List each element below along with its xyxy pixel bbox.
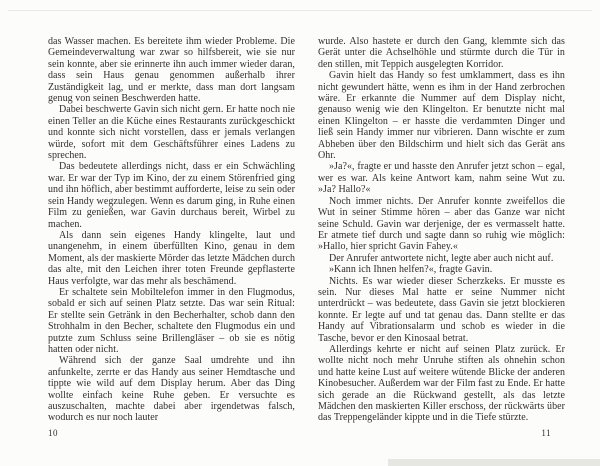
page-number-left: 10: [48, 428, 58, 438]
paragraph: Nichts. Es war wieder dieser Scherzkeks. Er musste es sein. Nur dieses Mal hatte er seine Nummer nicht unterdrückt – was bedeutete, dass Gavin sie jetzt blockieren konnte. Er legte auf und tat genau das. Dann stellte er das Handy auf Vibrationsalarm und schob es wieder in die Tasche, bevor er den Kinosaal betrat.: [318, 275, 565, 344]
paragraph: »Kann ich Ihnen helfen?«, fragte Gavin.: [329, 264, 493, 276]
scan-page-bottom-edge: [388, 459, 600, 466]
paragraph: das Wasser machen. Es bereitete ihm wieder Probleme. Die Gemeindeverwaltung war zwar so hilfsbereit, wie sie nur sein konnte, aber sie erinnerte ihn auch immer wieder daran, dass sein Haus genau genommen außerhalb ihrer Zuständigkeit lag, und er merkte, dass man dort langsam genug von seinen Beschwerden hatte.: [48, 36, 295, 105]
paragraph: wurde. Also hastete er durch den Gang, klemmte sich das Gerät unter die Achselhöhle und stürmte durch die Tür in den stillen, mit Teppich ausgelegten Korridor.: [318, 36, 565, 70]
page-number-right: 11: [541, 428, 551, 438]
paragraph: Dabei beschwerte Gavin sich nicht gern. Er hatte noch nie einen Teller an die Küche eines Restaurants zurückgeschickt und konnte sich nicht vorstellen, dass er jemals verlangen würde, sofort mit dem Geschäftsführer eines Ladens zu sprechen.: [48, 104, 295, 162]
paragraph: Allerdings kehrte er nicht auf seinen Platz zurück. Er wollte nicht noch mehr Unruhe stiften als ohnehin schon und hatte keine Lust auf weitere wütende Blicke der anderen Kinobesucher. Außerdem war der Film fast zu Ende. Er hatte sich gerade an die Rückwand gestellt, als das letzte Mädchen den maskierten Killer erschoss, der rückwärts über das Treppengeländer kippte und in die Tiefe stürzte.: [318, 343, 565, 424]
paragraph: Als dann sein eigenes Handy klingelte, laut und unangenehm, in einem überfüllten Kino, genau in dem Moment, als der maskierte Mörder das letzte Mädchen durch das alte, mit den Leichen ihrer toten Freunde gepflasterte Haus verfolgte, war das mehr als beschämend.: [48, 229, 295, 287]
paragraph: Er schaltete sein Mobiltelefon immer in den Flugmodus, sobald er sich auf seinen Platz setzte. Das war sein Ritual: Er stellte sein Getränk in den Becherhalter, schob dann den Strohhalm in den Becher, schaltete den Flugmodus ein und putzte zum Schluss seine Brillengläser – ob sie es nötig hatten oder nicht.: [48, 286, 295, 355]
left-page: [48, 36, 295, 436]
paragraph: Gavin hielt das Handy so fest umklammert, dass es ihn nicht gewundert hätte, wenn es ihm in der Hand zerbrochen wäre. Er erkannte die Nummer auf dem Display nicht, genauso wenig wie den Klingelton. Er benutzte nicht mal einen Klingelton – er hasste die verdammten Dinger und ließ sein Handy immer nur vibrieren. Dann wischte er zum Abheben über den Bildschirm und hielt sich das Gerät ans Ohr.: [318, 70, 565, 162]
scan-page-top-edge: [8, 10, 592, 11]
left-page-text: [48, 36, 295, 424]
right-page-text: [318, 36, 565, 424]
paragraph: Während sich der ganze Saal umdrehte und ihn anfunkelte, zerrte er das Handy aus seiner Hemdtasche und tippte wie wild auf dem Display herum. Aber das Ding wollte einfach keine Ruhe geben. Er versuchte es auszuschalten, machte dabei aber irgendetwas falsch, wodurch es nur noch lauter: [48, 355, 295, 424]
paragraph: Das bedeutete allerdings nicht, dass er ein Schwächling war. Er war der Typ im Kino, der zu einem Störenfried ging und ihn höflich, aber bestimmt aufforderte, leise zu sein oder sein Handy wegzulegen. Wenn es darum ging, in Ruhe einen Film zu genießen, war Gavin durchaus bereit, Wirbel zu machen.: [48, 161, 296, 230]
paragraph: Noch immer nichts. Der Anrufer konnte zweifellos die Wut in seiner Stimme hören – aber das Ganze war nicht seine Schuld. Gavin war derjenige, der es vermasselt hatte. Er atmete tief durch und sagte dann so ruhig wie möglich: »Hallo, hier spricht Gavin Fahey.«: [318, 195, 565, 253]
paragraph: »Ja?«, fragte er und hasste den Anrufer jetzt schon – egal, wer es war. Als keine Antwort kam, nahm seine Wut zu. »Ja? Hallo?«: [318, 161, 565, 196]
paragraph: Der Anrufer antwortete nicht, legte aber auch nicht auf.: [329, 252, 554, 264]
right-page: [318, 36, 565, 436]
